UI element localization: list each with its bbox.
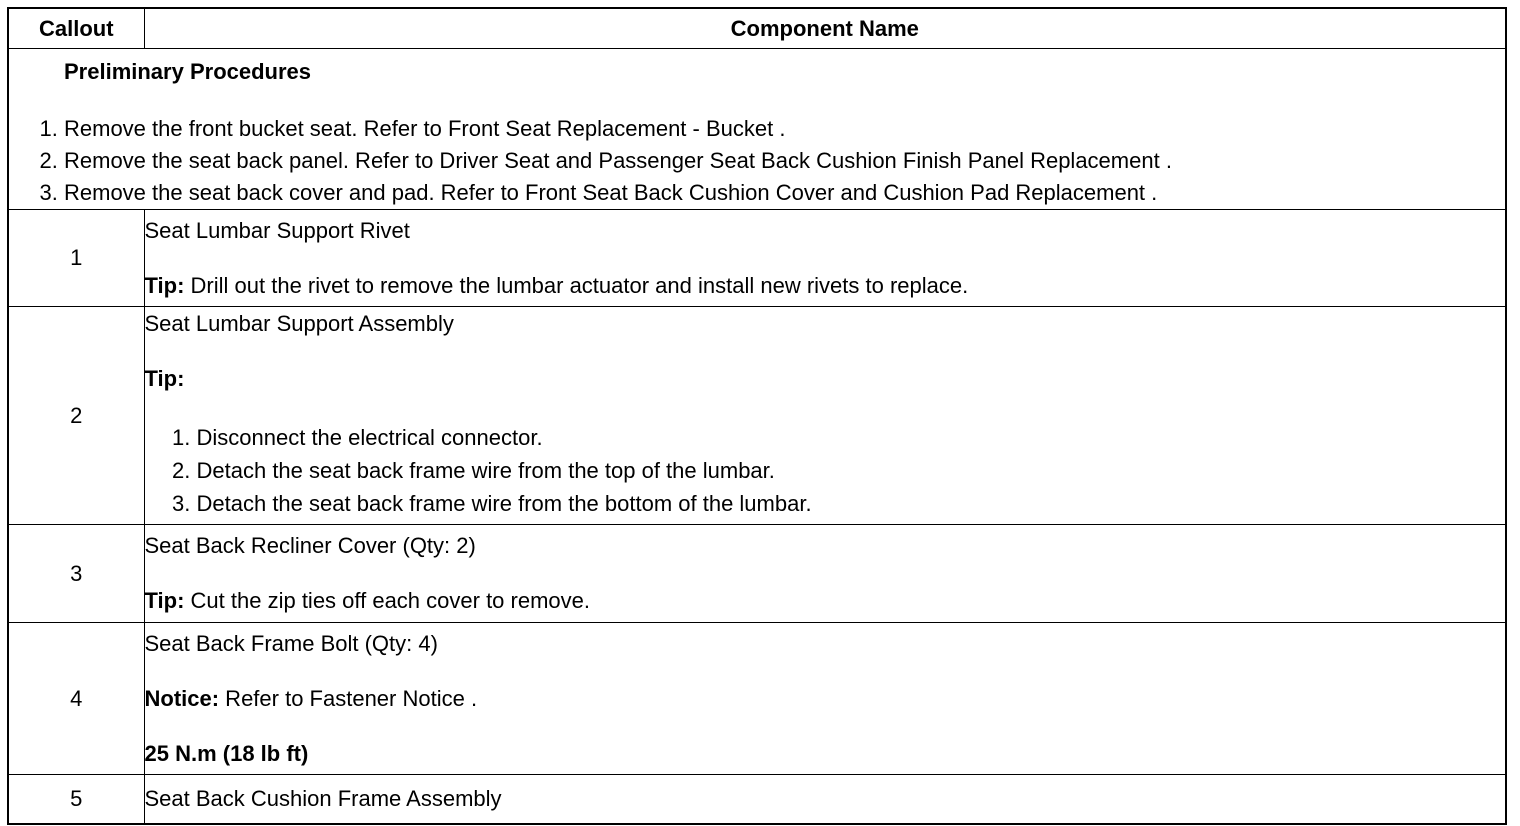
callout-column-header: Callout [8,8,144,49]
tip-text: Drill out the rivet to remove the lumbar actuator and install new rivets to replace. [184,272,969,298]
tip-text: Cut the zip ties off each cover to remove. [184,588,590,613]
preliminary-step: 3. Remove the seat back cover and pad. Refer to Front Seat Back Cushion Cover and Cushion Pad Replacement . [64,177,1505,209]
component-name-column-header: Component Name [144,8,1506,49]
preliminary-step: 1. Remove the front bucket seat. Refer to Front Seat Replacement - Bucket . [64,113,1505,145]
callout-cell: 1 [8,210,144,307]
table-row [8,623,1506,775]
notice-label: Notice: [144,685,220,711]
component-name: Seat Lumbar Support Assembly [144,311,454,336]
tip-label: Tip: [144,588,185,613]
component-name: Seat Back Frame Bolt (Qty: 4) [144,630,438,656]
callout-cell: 3 [8,525,144,623]
tip-steps-list [145,421,1506,520]
tip-label: Tip: [144,272,185,298]
notice [145,686,1506,712]
preliminary-procedures-title: Preliminary Procedures [64,59,312,84]
table-header-row [8,8,1506,49]
component-cell [144,623,1506,775]
callout-cell: 2 [8,307,144,525]
tip [145,588,1506,614]
tip-step: 3. Detach the seat back frame wire from the bottom of the lumbar. [197,487,1506,520]
component-cell [144,525,1506,623]
component-cell [144,775,1506,825]
component-table [7,7,1507,825]
preliminary-step: 2. Remove the seat back panel. Refer to Driver Seat and Passenger Seat Back Cushion Finish Panel Replacement . [64,145,1505,177]
notice-text: Refer to Fastener Notice . [219,685,478,711]
component-name: Seat Back Recliner Cover (Qty: 2) [144,533,476,558]
component-name: Seat Lumbar Support Rivet [144,217,410,243]
preliminary-procedures-cell [8,49,1506,210]
component-name: Seat Back Cushion Frame Assembly [144,786,502,811]
tip [145,273,1506,299]
callout-cell: 5 [8,775,144,825]
component-cell [144,210,1506,307]
table-row [8,525,1506,623]
table-row [8,775,1506,825]
table-row [8,210,1506,307]
tip-step: 1. Disconnect the electrical connector. [197,421,1506,454]
torque-spec: 25 N.m (18 lb ft) [144,740,309,766]
preliminary-procedures-row [8,49,1506,210]
tip-step: 2. Detach the seat back frame wire from the top of the lumbar. [197,454,1506,487]
table-row [8,307,1506,525]
callout-cell: 4 [8,623,144,775]
component-cell [144,307,1506,525]
tip-label: Tip: [144,366,185,391]
preliminary-steps-list [9,113,1505,209]
